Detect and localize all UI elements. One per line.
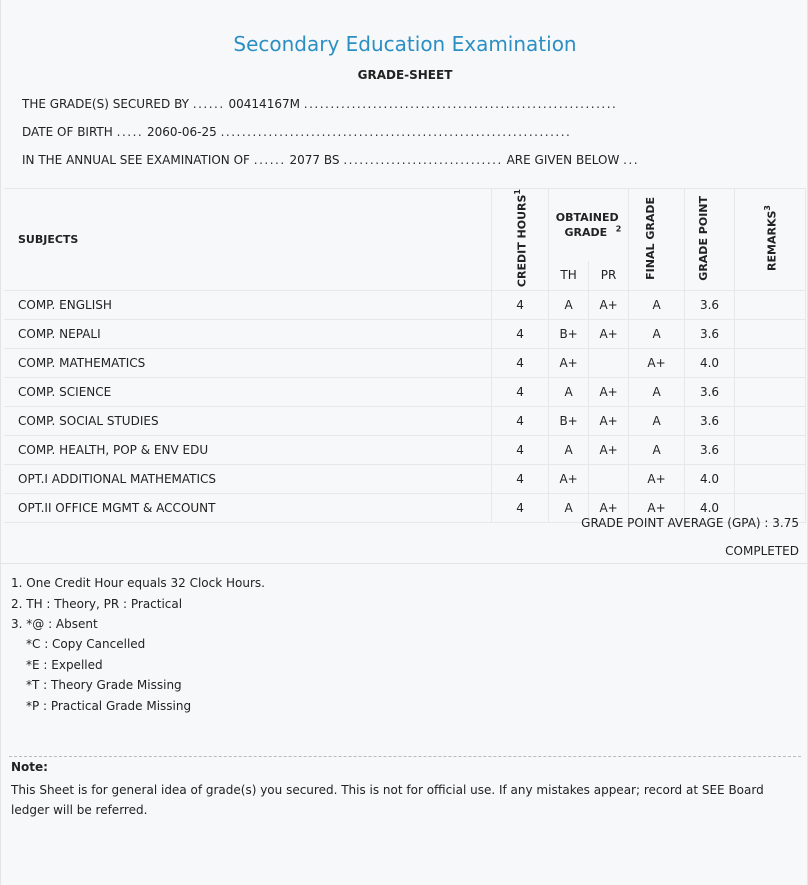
header-subjects: SUBJECTS bbox=[4, 189, 492, 291]
credit-cell: 4 bbox=[492, 494, 549, 523]
final-grade-text: FINAL GRADE bbox=[643, 196, 657, 280]
grade-point-cell: 4.0 bbox=[685, 494, 735, 523]
pr-grade-cell: A+ bbox=[589, 320, 629, 349]
exam-suffix: ARE GIVEN BELOW bbox=[506, 153, 620, 167]
header-pr: PR bbox=[589, 261, 629, 291]
table-row bbox=[4, 465, 806, 494]
subject-cell: COMP. MATHEMATICS bbox=[4, 349, 492, 378]
header-th: TH bbox=[549, 261, 589, 291]
credit-cell: 4 bbox=[492, 465, 549, 494]
final-grade-cell: A bbox=[629, 320, 685, 349]
grade-point-cell: 3.6 bbox=[685, 291, 735, 320]
subject-cell: COMP. SCIENCE bbox=[4, 378, 492, 407]
th-grade-cell: B+ bbox=[549, 407, 589, 436]
divider-dashed bbox=[9, 756, 801, 757]
dots: .................................................................. bbox=[220, 125, 572, 139]
final-grade-cell: A bbox=[629, 378, 685, 407]
table-row bbox=[4, 436, 806, 465]
grade-point-text: GRADE POINT bbox=[696, 195, 710, 281]
final-grade-cell: A+ bbox=[629, 465, 685, 494]
grade-point-cell: 4.0 bbox=[685, 349, 735, 378]
gpa-label: GRADE POINT AVERAGE (GPA) : bbox=[581, 516, 769, 530]
th-grade-cell: A bbox=[549, 436, 589, 465]
dots: ...... bbox=[253, 153, 286, 167]
subject-cell: COMP. SOCIAL STUDIES bbox=[4, 407, 492, 436]
grade-point-cell: 3.6 bbox=[685, 407, 735, 436]
final-grade-cell: A bbox=[629, 291, 685, 320]
final-grade-cell: A bbox=[629, 407, 685, 436]
gpa-summary bbox=[581, 516, 799, 530]
subject-cell: COMP. HEALTH, POP & ENV EDU bbox=[4, 436, 492, 465]
exam-year: 2077 BS bbox=[289, 153, 340, 167]
note-label: Note: bbox=[11, 760, 48, 774]
final-grade-cell: A+ bbox=[629, 349, 685, 378]
header-credit-hours bbox=[492, 189, 549, 291]
secured-by-label: THE GRADE(S) SECURED BY bbox=[22, 97, 189, 111]
credit-hours-text: CREDIT HOURS bbox=[515, 194, 529, 288]
divider bbox=[1, 563, 808, 564]
dots: ...... bbox=[192, 97, 225, 111]
remarks-cell bbox=[735, 436, 806, 465]
remarks-cell bbox=[735, 320, 806, 349]
credit-cell: 4 bbox=[492, 407, 549, 436]
remarks-cell bbox=[735, 291, 806, 320]
table-row bbox=[4, 378, 806, 407]
status-badge: COMPLETED bbox=[725, 544, 799, 558]
th-grade-cell: A+ bbox=[549, 349, 589, 378]
symbol-number: 00414167M bbox=[228, 97, 300, 111]
grade-point-cell: 4.0 bbox=[685, 465, 735, 494]
legend-item: 2. TH : Theory, PR : Practical bbox=[11, 597, 183, 611]
footnote-2: 2 bbox=[615, 224, 622, 234]
credit-cell: 4 bbox=[492, 291, 549, 320]
subject-cell: OPT.II OFFICE MGMT & ACCOUNT bbox=[4, 494, 492, 523]
grades-table bbox=[4, 188, 806, 523]
table-row bbox=[4, 407, 806, 436]
remarks-cell bbox=[735, 378, 806, 407]
th-grade-cell: A bbox=[549, 378, 589, 407]
th-grade-cell: A bbox=[549, 494, 589, 523]
credit-cell: 4 bbox=[492, 378, 549, 407]
legend-item: *E : Expelled bbox=[26, 658, 103, 672]
footnote-3: 3 bbox=[762, 205, 772, 211]
info-dob bbox=[22, 125, 571, 139]
legend-item: 3. *@ : Absent bbox=[11, 617, 98, 631]
credit-cell: 4 bbox=[492, 436, 549, 465]
dots: .............................. bbox=[343, 153, 503, 167]
obtained-grade-text: OBTAINED GRADE bbox=[555, 210, 619, 239]
footnote-1: 1 bbox=[512, 189, 522, 195]
header-obtained-grade bbox=[549, 189, 629, 261]
info-exam bbox=[22, 153, 639, 167]
header-final-grade bbox=[629, 189, 685, 291]
pr-grade-cell: A+ bbox=[589, 407, 629, 436]
legend-item: *P : Practical Grade Missing bbox=[26, 699, 192, 713]
remarks-cell bbox=[735, 465, 806, 494]
legend-item: *C : Copy Cancelled bbox=[26, 637, 146, 651]
pr-grade-cell: A+ bbox=[589, 378, 629, 407]
page-title: Secondary Education Examination bbox=[233, 32, 577, 56]
grade-point-cell: 3.6 bbox=[685, 378, 735, 407]
table-row bbox=[4, 291, 806, 320]
pr-grade-cell: A+ bbox=[589, 494, 629, 523]
dots: ... bbox=[623, 153, 640, 167]
remarks-cell bbox=[735, 407, 806, 436]
final-grade-cell: A bbox=[629, 436, 685, 465]
legend-item: 1. One Credit Hour equals 32 Clock Hours. bbox=[11, 576, 265, 590]
credit-cell: 4 bbox=[492, 320, 549, 349]
table-row bbox=[4, 349, 806, 378]
grade-point-cell: 3.6 bbox=[685, 320, 735, 349]
exam-label: IN THE ANNUAL SEE EXAMINATION OF bbox=[22, 153, 250, 167]
final-grade-cell: A+ bbox=[629, 494, 685, 523]
header-grade-point bbox=[685, 189, 735, 291]
th-grade-cell: A+ bbox=[549, 465, 589, 494]
grade-point-cell: 3.6 bbox=[685, 436, 735, 465]
remarks-cell bbox=[735, 349, 806, 378]
page-subtitle: GRADE-SHEET bbox=[357, 68, 453, 82]
info-secured-by bbox=[22, 97, 617, 111]
note-text: This Sheet is for general idea of grade(s) you secured. This is not for official use. If any mistakes appear; record at SEE Board ledger will be referred. bbox=[11, 783, 764, 817]
legend-item: *T : Theory Grade Missing bbox=[26, 678, 182, 692]
table-row bbox=[4, 320, 806, 349]
th-grade-cell: B+ bbox=[549, 320, 589, 349]
pr-grade-cell: A+ bbox=[589, 291, 629, 320]
dob-value: 2060-06-25 bbox=[147, 125, 217, 139]
pr-grade-cell: A+ bbox=[589, 436, 629, 465]
subject-cell: COMP. NEPALI bbox=[4, 320, 492, 349]
remarks-text: REMARKS bbox=[765, 210, 779, 272]
subject-cell: OPT.I ADDITIONAL MATHEMATICS bbox=[4, 465, 492, 494]
pr-grade-cell bbox=[589, 465, 629, 494]
dots: ........................................................... bbox=[303, 97, 618, 111]
pr-grade-cell bbox=[589, 349, 629, 378]
dob-label: DATE OF BIRTH bbox=[22, 125, 113, 139]
header-remarks bbox=[735, 189, 806, 291]
th-grade-cell: A bbox=[549, 291, 589, 320]
gpa-value: 3.75 bbox=[772, 516, 799, 530]
dots: ..... bbox=[116, 125, 144, 139]
credit-cell: 4 bbox=[492, 349, 549, 378]
subject-cell: COMP. ENGLISH bbox=[4, 291, 492, 320]
